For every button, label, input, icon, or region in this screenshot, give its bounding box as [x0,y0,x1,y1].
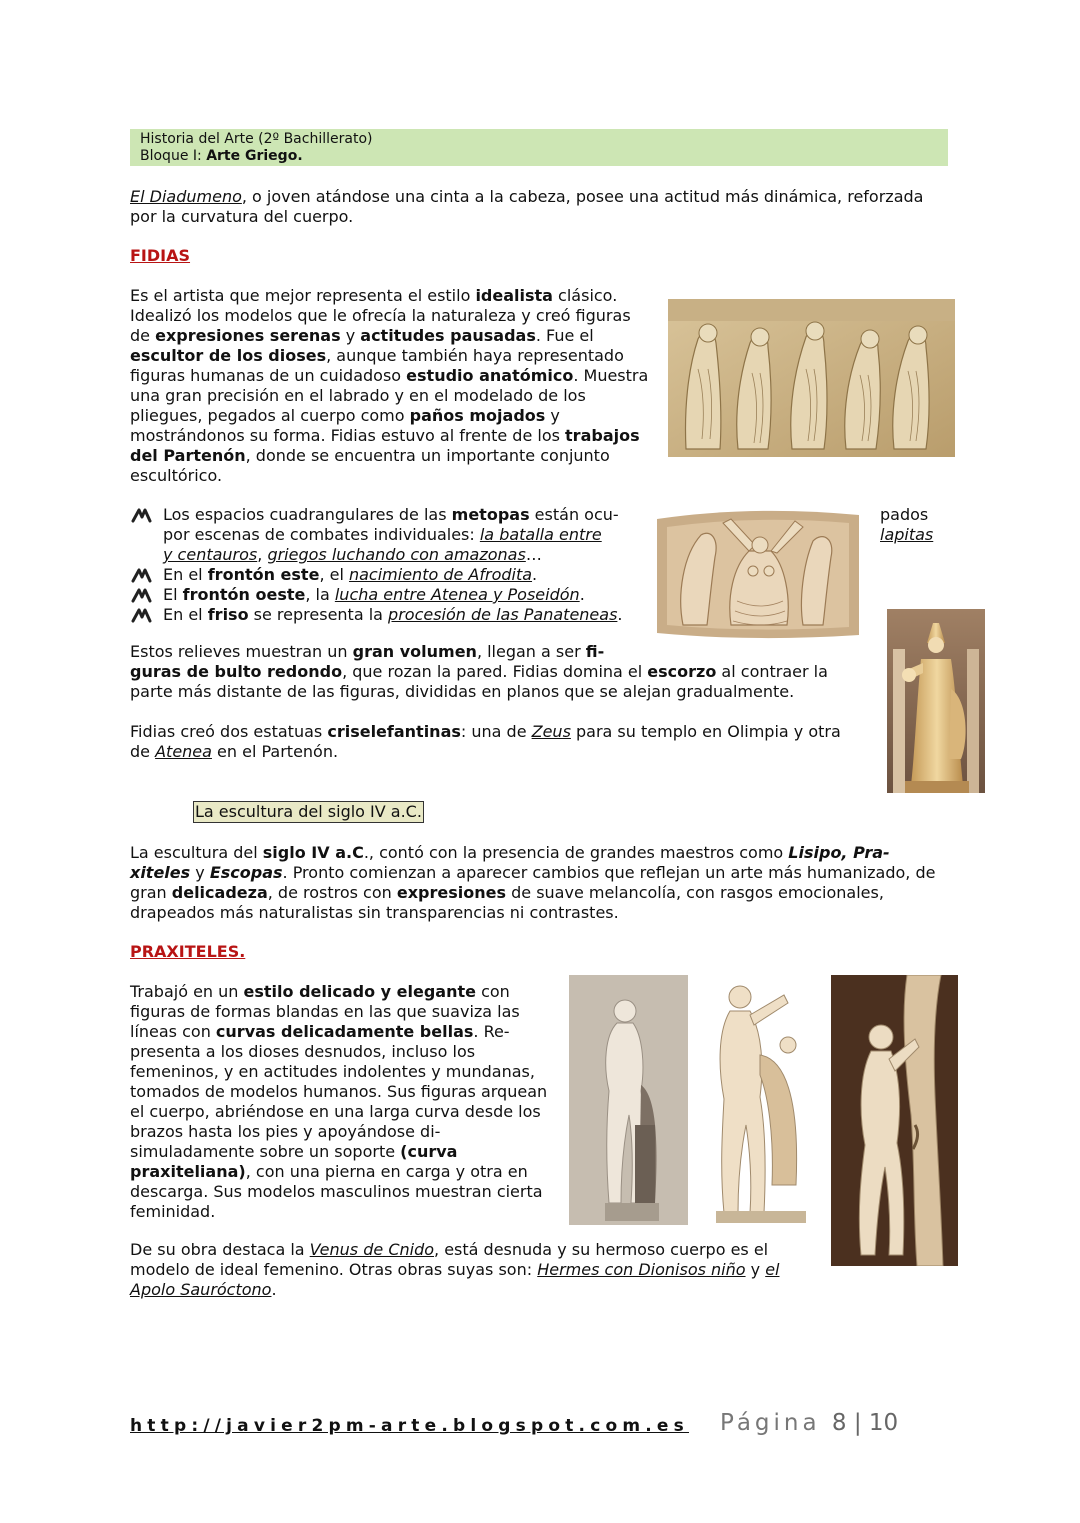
header-block: Bloque I: Arte Griego. [140,148,303,164]
apolo-sauroctono-image [831,975,958,1266]
bullet-icon [130,585,154,605]
list-item: El frontón oeste, la lucha entre Atenea y Poseidón. [130,585,650,605]
parthenon-sculpture-list [130,505,650,625]
amazonas-link[interactable]: griegos luchando con amazonas [267,545,526,564]
praxiteles-paragraph-1: Trabajó en un estilo delicado y elegante con figuras de formas blandas en las que suaviza las líneas con curvas delicadamente bellas. Re-presenta a los dioses desnudos, incluso los femeninos, y en actitudes indolentes y mundanas, tomados de modelos humanos. Sus figuras arquean el cuerpo, abriéndose en una larga curva desde los brazos hasta los pies y apoyándose di-simuladamente sobre un soporte (curva praxiteliana), con una pierna en carga y otra en descarga. Sus modelos masculinos muestran cierta feminidad. [130,982,548,1221]
bullet-icon [130,565,154,585]
fidias-paragraph-1: Es el artista que mejor representa el estilo idealista clásico. Idealizó los modelos que le ofrecía la naturaleza y creó figuras de expresiones serenas y actitudes pausadas. Fue el escultor de los dioses, aunque también haya representado figuras humanas de un cuidadoso estudio anatómico. Muestra una gran precisión en el labrado y en el modelado de los pliegues, pegados al cuerpo como paños mojados y mostrándonos su forma. Fidias estuvo al frente de los trabajos del Partenón, donde se encuentra un importante conjunto escultórico. [130,286,649,485]
list-item: En el friso se representa la procesión de las Panateneas. [130,605,650,625]
bullet-icon [130,605,154,625]
athena-parthenos-image [887,609,985,793]
centauros-link[interactable]: y centauros [163,545,258,564]
lapitas-link[interactable]: lapitas [880,525,934,544]
lapitas-centauros-link[interactable]: la batalla entre [479,525,602,544]
atenea-poseidon-link[interactable]: lucha entre Atenea y Poseidón [334,585,580,604]
venus-cnido-image [569,975,688,1225]
bullet-icon [130,505,154,525]
praxiteles-paragraph-2: De su obra destaca la Venus de Cnido, está desnuda y su hermoso cuerpo es el modelo de ideal femenino. Otras obras suyas son: Hermes con Dionisos niño y el Apolo Sauróctono. [130,1240,780,1299]
page-footer [130,1410,930,1444]
diadumeno-link[interactable]: El Diadumeno [130,187,242,206]
blog-url-link[interactable]: http://javier2pm-arte.blogspot.com.es [130,1416,689,1436]
panateneas-link[interactable]: procesión de las Panateneas [388,605,618,624]
afrodita-link[interactable]: nacimiento de Afrodita [348,565,533,584]
atenea-link[interactable]: Atenea [155,742,212,761]
document-header [130,129,948,166]
fidias-paragraph-3: Fidias creó dos estatuas criselefantinas: una de Zeus para su templo en Olimpia y otra de Atenea en el Partenón. [130,722,841,761]
siglo-iv-paragraph: La escultura del siglo IV a.C., contó con la presencia de grandes maestros como Lisipo, Pra-xiteles y Escopas. Pronto comienzan a aparecer cambios que reflejan un arte más humanizado, de gran delicadeza, de rostros con expresiones de suave melancolía, con rasgos emocionales, drapeados más naturalistas sin transparencias ni contrastes. [130,843,936,922]
fidias-heading: FIDIAS [130,246,191,265]
page-number: Página 8 | 10 [720,1410,899,1436]
venus-cnido-link[interactable]: Venus de Cnido [309,1240,435,1259]
metope-relief-image [653,505,863,642]
intro-paragraph: El Diadumeno, o joven atándose una cinta a la cabeza, posee una actitud más dinámica, reforzada por la curvatura del cuerpo. [130,187,924,226]
bullet-continuation-text: pados [880,505,929,524]
zeus-link[interactable]: Zeus [531,722,571,741]
hermes-dionisos-image [688,975,822,1225]
fidias-paragraph-2: Estos relieves muestran un gran volumen, llegan a ser fi- guras de bulto redondo, que rozan la pared. Fidias domina el escorzo al contraer la parte más distante de las figuras, divididas en planos que se alejan gradualmente. [130,642,828,701]
list-item: En el frontón este, el nacimiento de Afrodita. [130,565,650,585]
parthenon-frieze-image [668,299,955,457]
apolo-sauroctono-link[interactable]: el Apolo Sauróctono [130,1260,780,1299]
header-course: Historia del Arte (2º Bachillerato) [140,131,373,147]
section-title-siglo-iv: La escultura del siglo IV a.C. [195,802,422,821]
hermes-dionisos-link[interactable]: Hermes con Dionisos niño [537,1260,746,1279]
praxiteles-heading: PRAXITELES. [130,942,246,961]
list-item: Los espacios cuadrangulares de las metopas están ocu- por escenas de combates individuales: la batalla entre y centauros, griegos luchando con amazonas… [130,505,650,565]
